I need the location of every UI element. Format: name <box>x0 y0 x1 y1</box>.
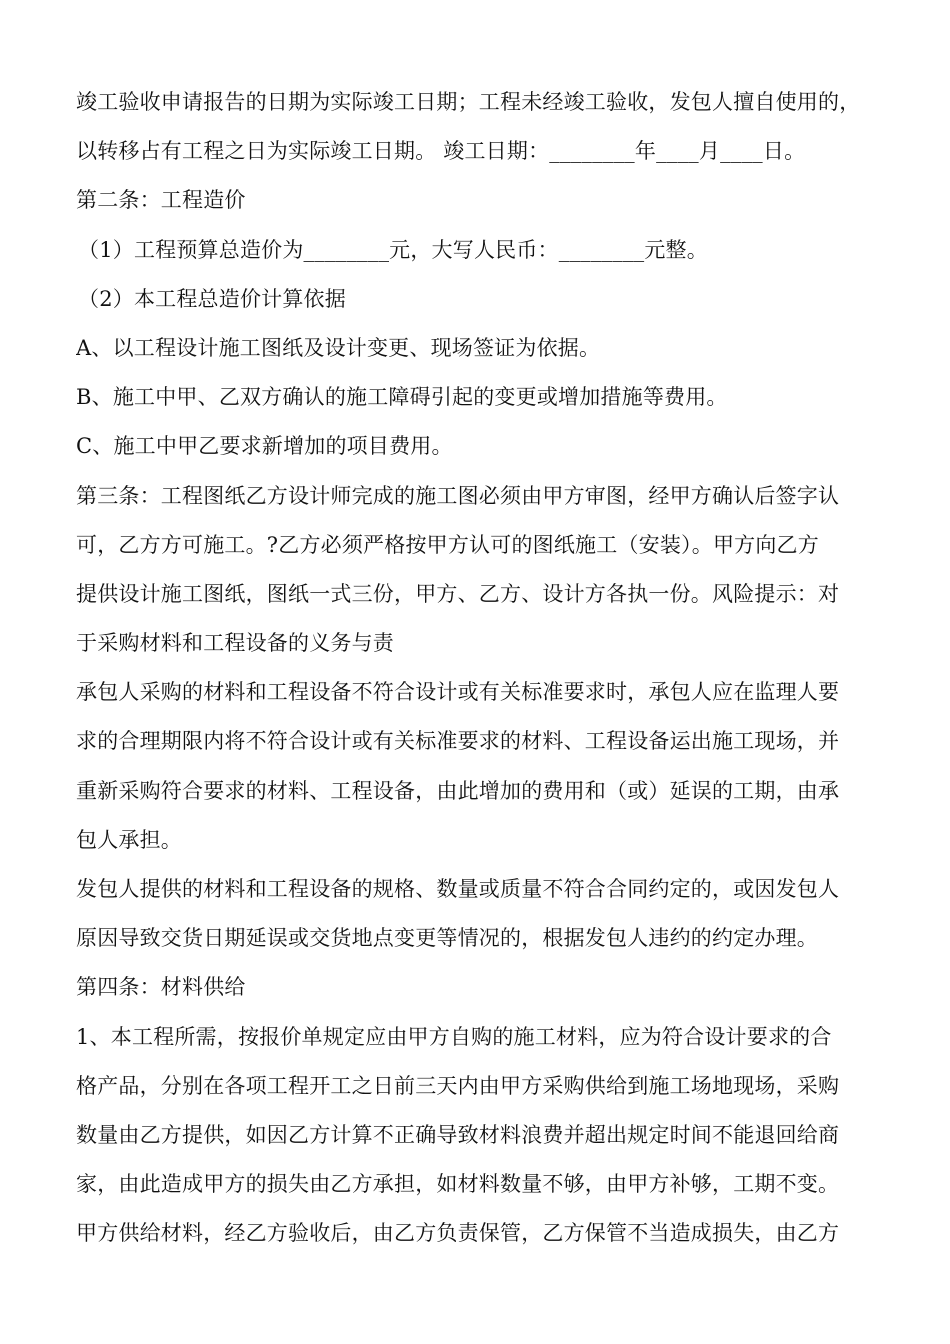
text-line: A、以工程设计施工图纸及设计变更、现场签证为依据。 <box>76 335 601 360</box>
text-line: 提供设计施工图纸，图纸一式三份，甲方、乙方、设计方各执一份。风险提示：对 <box>76 581 840 606</box>
text-line: 可，乙方方可施工。?乙方必须严格按甲方认可的图纸施工（安装）。甲方向乙方 <box>76 532 819 557</box>
text-line: B、施工中甲、乙双方确认的施工障碍引起的变更或增加措施等费用。 <box>76 385 728 410</box>
text-line: 发包人提供的材料和工程设备的规格、数量或质量不符合合同约定的，或因发包人 <box>76 877 840 901</box>
text-line: 数量由乙方提供，如因乙方计算不正确导致材料浪费并超出规定时间不能退回给商 <box>76 1122 840 1147</box>
text-line: 求的合理期限内将不符合设计或有关标准要求的材料、工程设备运出施工现场，并 <box>76 729 840 754</box>
section-heading: 第二条：工程造价 <box>76 188 246 213</box>
text-line: 包人承担。 <box>76 827 182 852</box>
text-line: 以转移占有工程之日为实际竣工日期。 竣工日期：________年____月____日。 <box>76 139 806 164</box>
section-heading: 第三条：工程图纸乙方设计师完成的施工图必须由甲方审图，经甲方确认后签字认 <box>76 483 840 508</box>
document-page <box>76 78 886 1259</box>
section-heading: 第四条：材料供给 <box>76 975 246 1000</box>
text-line: 1、本工程所需，按报价单规定应由甲方自购的施工材料，应为符合设计要求的合 <box>76 1024 832 1049</box>
text-line: 原因导致交货日期延误或交货地点变更等情况的，根据发包人违约的约定办理。 <box>76 926 818 951</box>
text-line: （2）本工程总造价计算依据 <box>78 286 346 311</box>
text-line: 格产品，分别在各项工程开工之日前三天内由甲方采购供给到施工场地现场，采购 <box>76 1073 840 1098</box>
text-line: 于采购材料和工程设备的义务与责 <box>76 631 394 656</box>
text-line: C、施工中甲乙要求新增加的项目费用。 <box>76 434 453 459</box>
text-line: 甲方供给材料，经乙方验收后，由乙方负责保管，乙方保管不当造成损失，由乙方 <box>76 1221 840 1246</box>
text-line: 承包人采购的材料和工程设备不符合设计或有关标准要求时，承包人应在监理人要 <box>76 680 840 705</box>
text-line: 家，由此造成甲方的损失由乙方承担，如材料数量不够，由甲方补够，工期不变。 <box>76 1172 840 1197</box>
text-line: 重新采购符合要求的材料、工程设备，由此增加的费用和（或）延误的工期，由承 <box>76 778 840 803</box>
text-line: 竣工验收申请报告的日期为实际竣工日期；工程未经竣工验收，发包人擅自使用的， <box>76 90 861 114</box>
text-line: （1）工程预算总造价为________元，大写人民币：________元整。 <box>78 237 708 262</box>
